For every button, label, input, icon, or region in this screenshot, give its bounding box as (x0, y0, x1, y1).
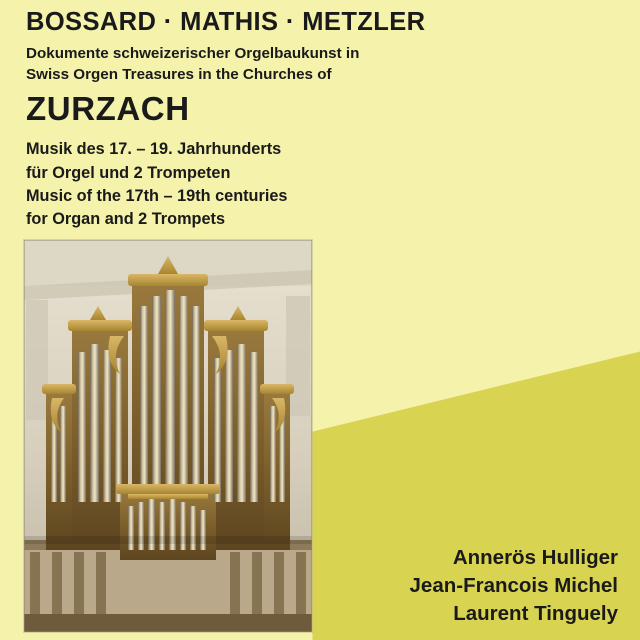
performer-1: Annerös Hulliger (452, 546, 618, 570)
subtitle-block (26, 44, 616, 84)
place-title: ZURZACH (26, 89, 190, 127)
performer-3: Laurent Tinguely (453, 602, 618, 626)
program-line-4: for Organ and 2 Trompets (26, 209, 226, 228)
program-line-1: Musik des 17. – 19. Jahrhunderts (26, 140, 282, 159)
performers-block (410, 544, 618, 628)
organ-photo-illustration (24, 240, 312, 632)
program-line-2: für Orgel und 2 Trompeten (26, 163, 231, 182)
organ-photo (24, 240, 312, 632)
program-block (26, 138, 616, 231)
title-block (26, 8, 616, 231)
composers-line: BOSSARD · MATHIS · METZLER (26, 8, 426, 36)
subtitle-german: Dokumente schweizerischer Orgelbaukunst in (26, 45, 360, 63)
performer-2: Jean-Francois Michel (409, 574, 618, 598)
subtitle-english: Swiss Orgen Treasures in the Churches of (26, 65, 332, 83)
program-line-3: Music of the 17th – 19th centuries (26, 186, 288, 205)
